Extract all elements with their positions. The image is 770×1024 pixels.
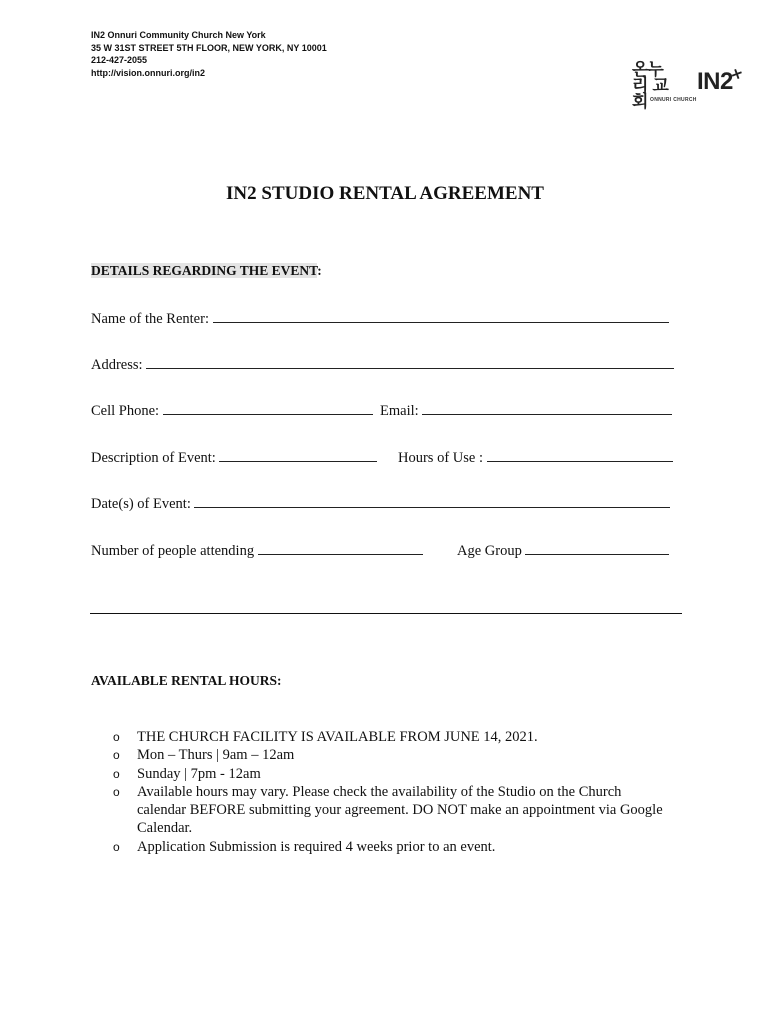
description-group [91,448,377,467]
email-label: Email: [380,403,419,419]
logo-subtitle: ONNURI CHURCH [650,97,697,103]
email-field[interactable] [422,401,672,415]
list-item [113,838,673,856]
onnuri-in2-logo [628,60,748,110]
bullet-icon: o [113,748,120,763]
people-attending-label: Number of people attending [91,543,255,559]
church-name: IN2 Onnuri Community Church New York [91,30,266,40]
contact-row [91,401,681,421]
list-item [113,746,673,764]
list-item-text: Sunday | 7pm - 12am [137,765,261,782]
description-label: Description of Event: [91,450,216,466]
attendance-row [91,541,681,561]
age-group-label: Age Group [457,543,522,559]
renter-name-label: Name of the Renter: [91,311,209,327]
renter-name-field[interactable] [213,309,669,323]
dates-field[interactable] [194,494,670,508]
bullet-icon: o [113,784,120,799]
church-url[interactable]: http://vision.onnuri.org/in2 [91,67,205,78]
event-description-row [91,448,681,468]
address-field[interactable] [146,355,674,369]
rental-hours-heading: AVAILABLE RENTAL HOURS: [91,673,282,688]
event-dates-row [91,494,681,513]
renter-name-row [91,309,681,328]
list-item-text: Application Submission is required 4 weeks prior to an event. [137,838,496,855]
people-attending-field[interactable] [258,541,423,555]
cell-phone-label: Cell Phone: [91,403,160,419]
list-item [113,728,673,746]
details-heading-text: DETAILS REGARDING THE EVENT [91,263,318,278]
email-group [380,401,672,420]
list-item-text: Mon – Thurs | 9am – 12am [137,747,295,764]
people-attending-group [91,541,423,560]
church-address: 35 W 31ST STREET 5TH FLOOR, NEW YORK, NY 10001 [91,42,327,53]
list-item [113,783,673,838]
bullet-icon: o [113,730,120,744]
logo-korean-text: 온누리 교회 [632,60,668,112]
details-section-heading [91,263,322,279]
list-item [113,765,673,783]
address-label: Address: [91,357,143,373]
hours-of-use-field[interactable] [487,448,673,462]
list-item-text: THE CHURCH FACILITY IS AVAILABLE FROM JUNE 14, 2021. [137,729,538,745]
rental-hours-list [113,728,673,856]
logo-in2-text: IN2 [697,68,733,95]
cell-phone-field[interactable] [163,401,373,415]
hours-of-use-group [398,448,673,467]
dates-label: Date(s) of Event: [91,496,191,512]
cell-phone-group [91,401,373,420]
hours-of-use-label: Hours of Use : [398,450,483,466]
church-phone: 212-427-2055 [91,55,148,65]
church-contact-info [91,29,327,79]
details-heading-colon: : [317,263,322,278]
page-title: IN2 STUDIO RENTAL AGREEMENT [226,183,544,204]
bullet-icon: o [113,839,120,854]
bullet-icon: o [113,766,120,781]
section-divider [90,613,682,614]
cross-icon: + [727,62,747,85]
description-field[interactable] [219,448,377,462]
age-group-group [457,541,669,560]
age-group-field[interactable] [525,541,669,555]
address-row [91,355,681,374]
list-item-text: Available hours may vary. Please check the availability of the Studio on the Church calendar BEFORE submitting your agreement. DO NOT make an appointment via Google Calendar. [137,783,663,837]
